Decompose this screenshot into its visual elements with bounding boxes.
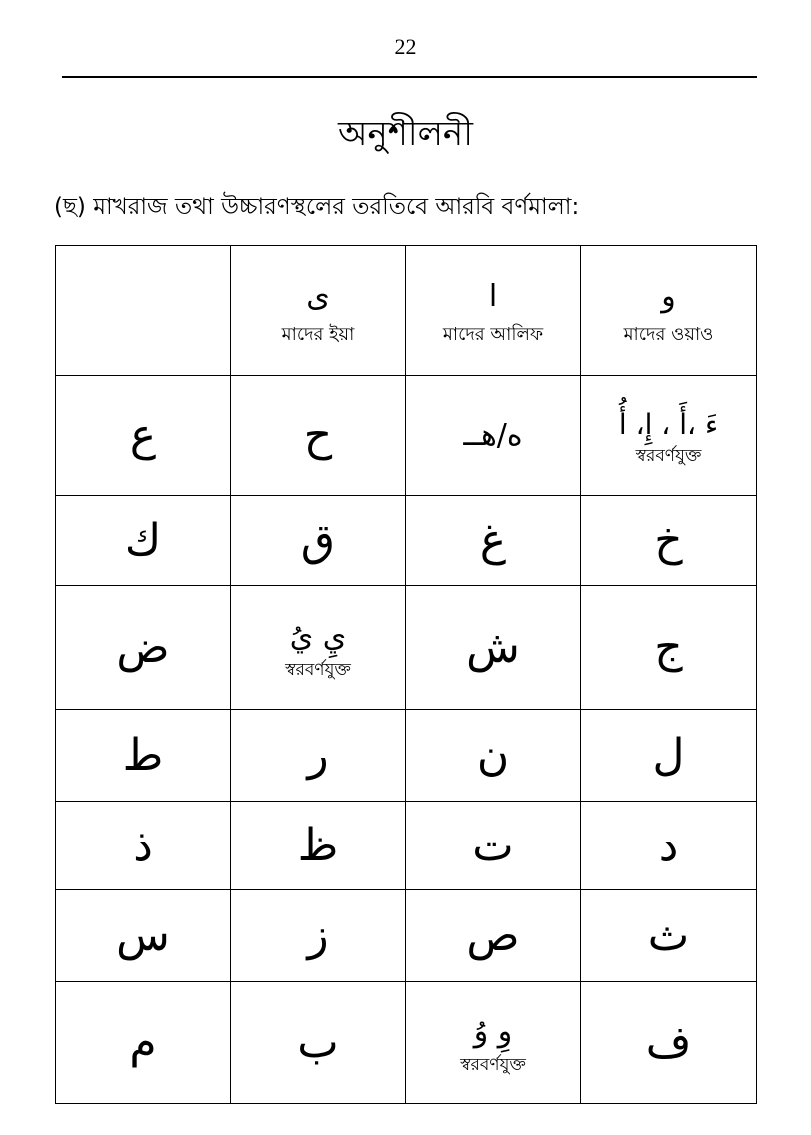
table-cell [231, 246, 406, 376]
arabic-letter: ى [306, 278, 330, 314]
table-cell [56, 496, 231, 586]
table-cell [231, 376, 406, 496]
arabic-letter: ظ [297, 819, 339, 871]
table-cell [56, 710, 231, 802]
arabic-letter: ز [307, 909, 329, 961]
makhraj-alphabet-table [55, 245, 757, 1104]
arabic-letter: ض [116, 621, 170, 673]
arabic-letter: يِ يُ [289, 618, 347, 654]
arabic-letter: ث [647, 909, 690, 961]
table-row [56, 376, 757, 496]
page-title: অনুশীলনী [338, 114, 473, 154]
arabic-letter: ءَ ،أَ ، إِ، أُ [618, 407, 719, 441]
arabic-letter: خ [654, 514, 683, 566]
arabic-letter: غ [479, 514, 507, 566]
table-row [56, 710, 757, 802]
arabic-letter: ف [645, 1016, 692, 1068]
page-number: 22 [394, 34, 417, 59]
arabic-letter: ك [124, 514, 162, 566]
arabic-letter: ب [297, 1016, 339, 1068]
arabic-letter: ذ [133, 819, 153, 871]
arabic-letter: ص [466, 909, 520, 961]
arabic-letter: س [116, 909, 170, 961]
arabic-letter: ع [129, 409, 157, 461]
table-cell [581, 496, 757, 586]
arabic-letter: ه/هــ [463, 417, 523, 453]
table-row [56, 982, 757, 1104]
arabic-letter: ق [300, 514, 336, 566]
arabic-letter: ج [654, 621, 683, 673]
table-cell [56, 890, 231, 982]
arabic-letter: ح [303, 409, 333, 461]
table-cell [406, 586, 581, 710]
column-label: মাদের আলিফ [442, 323, 544, 345]
table-row [56, 496, 757, 586]
arabic-letter: د [658, 819, 679, 871]
section-subtitle: (ছ) মাখরাজ তথা উচ্চারণস্থলের তরতিবে আরবি বর্ণমালা: [54, 194, 580, 220]
table-cell [56, 802, 231, 890]
table-cell [231, 710, 406, 802]
vowel-note: স্বরবর্ণযুক্ত [635, 445, 702, 466]
table-cell [406, 496, 581, 586]
table-header-row [56, 246, 757, 376]
arabic-letter: ر [307, 729, 329, 781]
vowel-note: স্বরবর্ণযুক্ত [460, 1054, 526, 1075]
vowel-note: স্বরবর্ণযুক্ত [285, 659, 351, 680]
header-divider [62, 76, 757, 78]
table-cell [56, 246, 231, 376]
arabic-letter: ش [466, 621, 520, 673]
table-cell [406, 710, 581, 802]
table-cell [581, 982, 757, 1104]
arabic-letter: ط [122, 729, 164, 781]
table-cell [231, 890, 406, 982]
arabic-letter: ت [472, 819, 514, 871]
table-row [56, 586, 757, 710]
table-row [56, 890, 757, 982]
arabic-letter: ن [476, 729, 510, 781]
arabic-letter: وِ وُ [473, 1013, 513, 1049]
table-cell [581, 586, 757, 710]
table-cell [406, 982, 581, 1104]
table-cell [56, 982, 231, 1104]
table-cell [231, 982, 406, 1104]
table-cell [56, 376, 231, 496]
table-cell [581, 246, 757, 376]
arabic-letter: م [129, 1016, 157, 1068]
table-cell [231, 802, 406, 890]
arabic-letter: و [661, 278, 676, 314]
table-cell [231, 496, 406, 586]
table-cell [581, 710, 757, 802]
table-row [56, 802, 757, 890]
table-cell [581, 376, 757, 496]
arabic-letter: ل [652, 729, 685, 781]
table-cell [406, 246, 581, 376]
column-label: মাদের ওয়াও [623, 323, 714, 345]
table-cell [406, 376, 581, 496]
table-cell [406, 890, 581, 982]
arabic-letter: ا [488, 278, 498, 314]
table-cell [56, 586, 231, 710]
table-cell [581, 890, 757, 982]
table-cell [406, 802, 581, 890]
column-label: মাদের ইয়া [281, 323, 355, 345]
table-cell [231, 586, 406, 710]
table-cell [581, 802, 757, 890]
